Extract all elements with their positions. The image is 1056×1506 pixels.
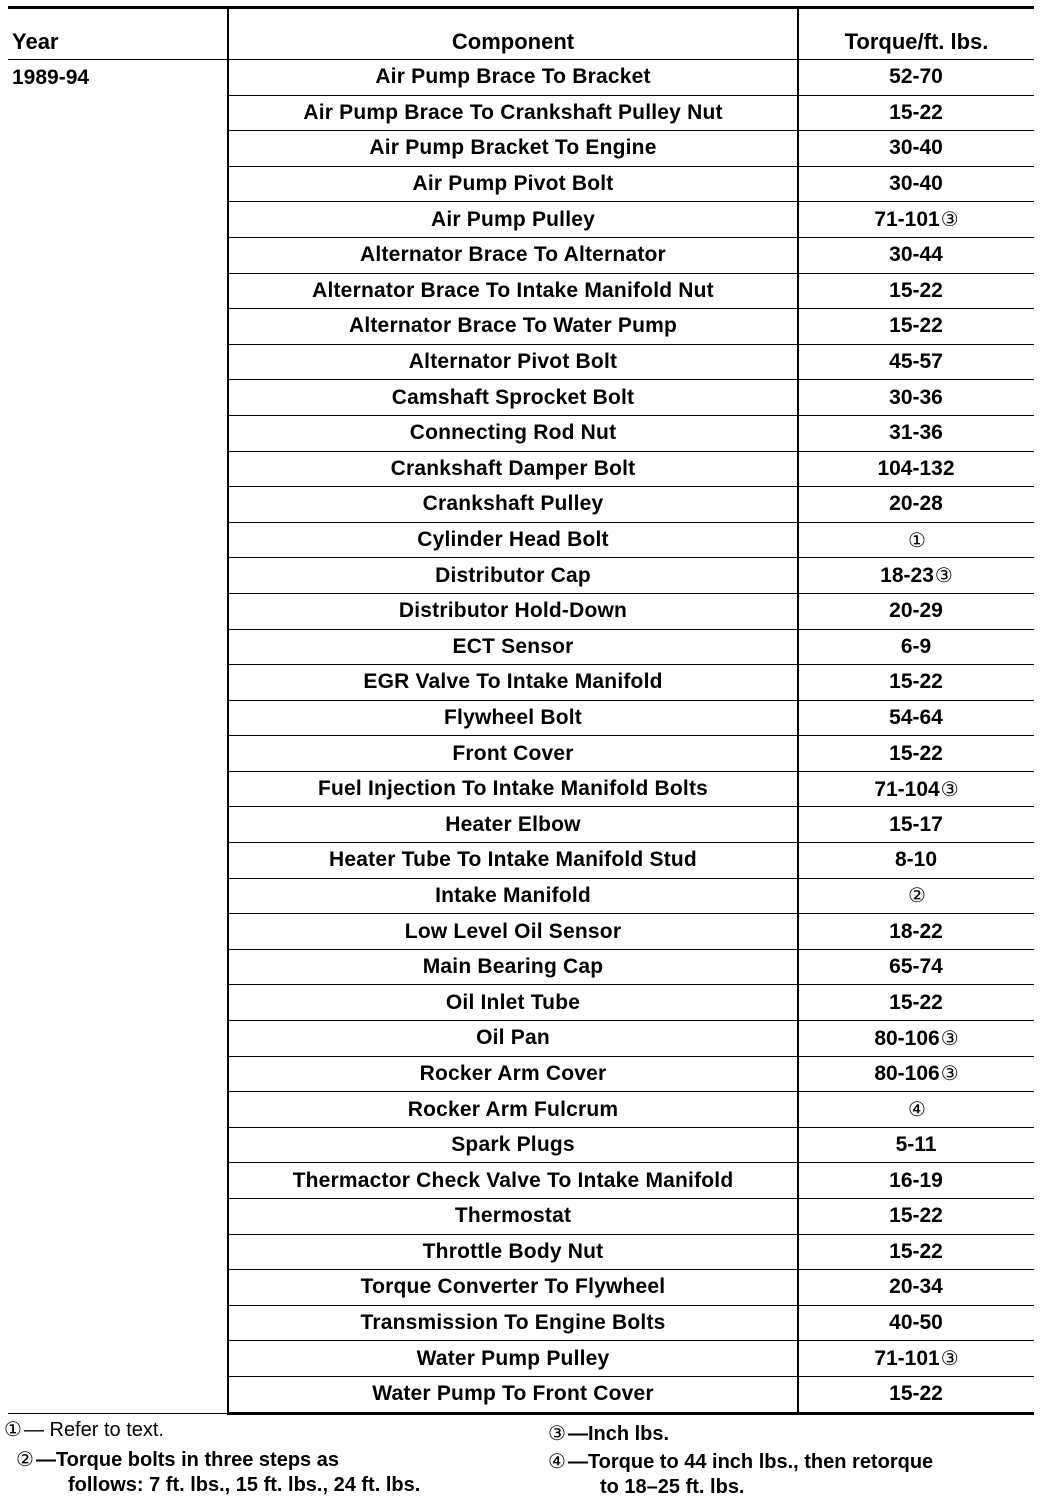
torque-value: 40-50: [889, 1311, 943, 1335]
footnote-3-symbol: ③: [548, 1423, 566, 1445]
footnote-reference: ③: [934, 565, 953, 588]
torque-cell: [798, 60, 1034, 96]
torque-value: 80-106: [874, 1026, 940, 1050]
component-cell: Spark Plugs: [228, 1127, 798, 1163]
footnote-2-line-1: —Torque bolts in three steps as: [35, 1449, 339, 1471]
footnote-reference: ②: [908, 885, 926, 908]
torque-value: 5-11: [895, 1133, 937, 1157]
component-cell: Alternator Pivot Bolt: [228, 344, 798, 380]
component-cell: Air Pump Brace To Bracket: [228, 60, 798, 96]
torque-cell: [798, 1163, 1034, 1199]
torque-cell: [798, 878, 1034, 914]
torque-value: 30-40: [889, 136, 943, 160]
torque-cell: [798, 1127, 1034, 1163]
torque-value: 15-22: [889, 741, 943, 765]
component-cell: Alternator Brace To Water Pump: [228, 309, 798, 345]
torque-cell: [798, 629, 1034, 665]
component-cell: Flywheel Bolt: [228, 700, 798, 736]
component-cell: Air Pump Brace To Crankshaft Pulley Nut: [228, 95, 798, 131]
torque-value: 15-22: [889, 1382, 943, 1406]
torque-cell: [798, 131, 1034, 167]
component-cell: Rocker Arm Cover: [228, 1056, 798, 1092]
component-cell: Water Pump To Front Cover: [228, 1376, 798, 1413]
component-cell: Distributor Hold-Down: [228, 593, 798, 629]
torque-specifications-sheet: [8, 6, 1034, 1415]
component-cell: Alternator Brace To Alternator: [228, 237, 798, 273]
footnote-4-line-2: to 18–25 ft. lbs.: [600, 1476, 745, 1498]
torque-value: 15-22: [889, 670, 943, 694]
torque-value: 65-74: [889, 955, 943, 979]
torque-value: 15-22: [889, 1239, 943, 1263]
table-row: [8, 60, 1034, 96]
footnote-reference: ①: [908, 529, 926, 552]
torque-cell: [798, 1021, 1034, 1057]
torque-value: 30-40: [889, 172, 943, 196]
torque-cell: [798, 1305, 1034, 1341]
footnote-3: [548, 1422, 669, 1447]
component-cell: Main Bearing Cap: [228, 949, 798, 985]
torque-value: 31-36: [889, 421, 943, 445]
torque-cell: [798, 1376, 1034, 1413]
footnote-2-symbol: ②: [16, 1449, 34, 1471]
torque-value: 54-64: [889, 705, 943, 729]
torque-value: 20-28: [889, 492, 943, 516]
torque-cell: [798, 985, 1034, 1021]
component-cell: Heater Tube To Intake Manifold Stud: [228, 843, 798, 879]
torque-value: 15-17: [889, 812, 943, 836]
torque-cell: [798, 237, 1034, 273]
torque-value: 71-101: [874, 208, 940, 232]
torque-cell: [798, 593, 1034, 629]
torque-value: 18-23: [880, 564, 934, 588]
torque-column-header: Torque/ft. lbs.: [798, 8, 1034, 60]
torque-value: 15-22: [889, 990, 943, 1014]
footnote-1: [4, 1418, 164, 1443]
component-cell: Air Pump Pulley: [228, 202, 798, 238]
table-header-row: [8, 8, 1034, 60]
component-cell: Oil Inlet Tube: [228, 985, 798, 1021]
torque-value: 6-9: [900, 634, 932, 658]
torque-cell: [798, 771, 1034, 807]
component-cell: Crankshaft Damper Bolt: [228, 451, 798, 487]
torque-value: 18-22: [889, 919, 943, 943]
torque-cell: [798, 1270, 1034, 1306]
torque-value: 30-36: [889, 385, 943, 409]
torque-cell: [798, 807, 1034, 843]
component-cell: Alternator Brace To Intake Manifold Nut: [228, 273, 798, 309]
year-cell: 1989-94: [8, 60, 228, 1414]
component-cell: Rocker Arm Fulcrum: [228, 1092, 798, 1128]
torque-value: 45-57: [889, 350, 943, 374]
torque-cell: [798, 1092, 1034, 1128]
torque-value: 16-19: [889, 1168, 943, 1192]
torque-cell: [798, 166, 1034, 202]
component-cell: Camshaft Sprocket Bolt: [228, 380, 798, 416]
footnote-reference: ③: [940, 778, 959, 801]
year-column-header: Year: [8, 8, 228, 60]
component-cell: Air Pump Pivot Bolt: [228, 166, 798, 202]
component-cell: ECT Sensor: [228, 629, 798, 665]
component-cell: Low Level Oil Sensor: [228, 914, 798, 950]
footnote-reference: ④: [908, 1099, 926, 1122]
torque-cell: [798, 451, 1034, 487]
torque-value: 20-29: [889, 599, 943, 623]
component-cell: Torque Converter To Flywheel: [228, 1270, 798, 1306]
torque-cell: [798, 344, 1034, 380]
component-cell: Heater Elbow: [228, 807, 798, 843]
torque-value: 15-22: [889, 100, 943, 124]
torque-cell: [798, 273, 1034, 309]
footnote-3-text: —Inch lbs.: [567, 1423, 670, 1445]
torque-cell: [798, 1056, 1034, 1092]
torque-cell: [798, 95, 1034, 131]
component-cell: Thermactor Check Valve To Intake Manifold: [228, 1163, 798, 1199]
footnote-1-text: — Refer to text.: [23, 1419, 164, 1441]
torque-specifications-table: [8, 6, 1034, 1415]
torque-value: 52-70: [889, 65, 943, 89]
component-cell: Water Pump Pulley: [228, 1341, 798, 1377]
footnote-reference: ③: [940, 1063, 959, 1086]
torque-cell: [798, 380, 1034, 416]
torque-value: 71-101: [874, 1347, 940, 1371]
component-cell: Fuel Injection To Intake Manifold Bolts: [228, 771, 798, 807]
component-column-header: Component: [228, 8, 798, 60]
torque-cell: [798, 665, 1034, 701]
torque-value: 15-22: [889, 314, 943, 338]
torque-value: 80-106: [874, 1062, 940, 1086]
component-cell: Cylinder Head Bolt: [228, 522, 798, 558]
component-cell: EGR Valve To Intake Manifold: [228, 665, 798, 701]
footnote-reference: ③: [940, 1027, 959, 1050]
torque-value: 104-132: [877, 456, 955, 480]
footnote-4-symbol: ④: [548, 1451, 566, 1473]
footnote-1-symbol: ①: [4, 1419, 22, 1441]
torque-cell: [798, 1234, 1034, 1270]
footnote-4-line-1: —Torque to 44 inch lbs., then retorque: [567, 1451, 934, 1473]
footnote-2-line-2: follows: 7 ft. lbs., 15 ft. lbs., 24 ft. lbs.: [68, 1474, 421, 1496]
table-body: [8, 60, 1034, 1414]
torque-cell: [798, 487, 1034, 523]
torque-cell: [798, 558, 1034, 594]
torque-value: 20-34: [889, 1275, 943, 1299]
footnote-4: [548, 1450, 1038, 1500]
torque-value: 71-104: [874, 777, 940, 801]
component-cell: Crankshaft Pulley: [228, 487, 798, 523]
component-cell: Distributor Cap: [228, 558, 798, 594]
component-cell: Connecting Rod Nut: [228, 415, 798, 451]
component-cell: Throttle Body Nut: [228, 1234, 798, 1270]
torque-cell: [798, 415, 1034, 451]
torque-value: 30-44: [889, 243, 943, 267]
component-cell: Front Cover: [228, 736, 798, 772]
component-cell: Thermostat: [228, 1199, 798, 1235]
component-cell: Intake Manifold: [228, 878, 798, 914]
torque-cell: [798, 914, 1034, 950]
torque-cell: [798, 1341, 1034, 1377]
torque-cell: [798, 843, 1034, 879]
torque-value: 8-10: [894, 848, 938, 872]
torque-cell: [798, 309, 1034, 345]
torque-cell: [798, 700, 1034, 736]
torque-value: 15-22: [889, 278, 943, 302]
torque-value: 15-22: [889, 1204, 943, 1228]
footnote-reference: ③: [940, 209, 959, 232]
component-cell: Transmission To Engine Bolts: [228, 1305, 798, 1341]
torque-cell: [798, 949, 1034, 985]
torque-cell: [798, 522, 1034, 558]
torque-cell: [798, 736, 1034, 772]
component-cell: Oil Pan: [228, 1021, 798, 1057]
torque-cell: [798, 202, 1034, 238]
footnote-2: [16, 1448, 516, 1498]
torque-cell: [798, 1199, 1034, 1235]
footnote-reference: ③: [940, 1348, 959, 1371]
component-cell: Air Pump Bracket To Engine: [228, 131, 798, 167]
